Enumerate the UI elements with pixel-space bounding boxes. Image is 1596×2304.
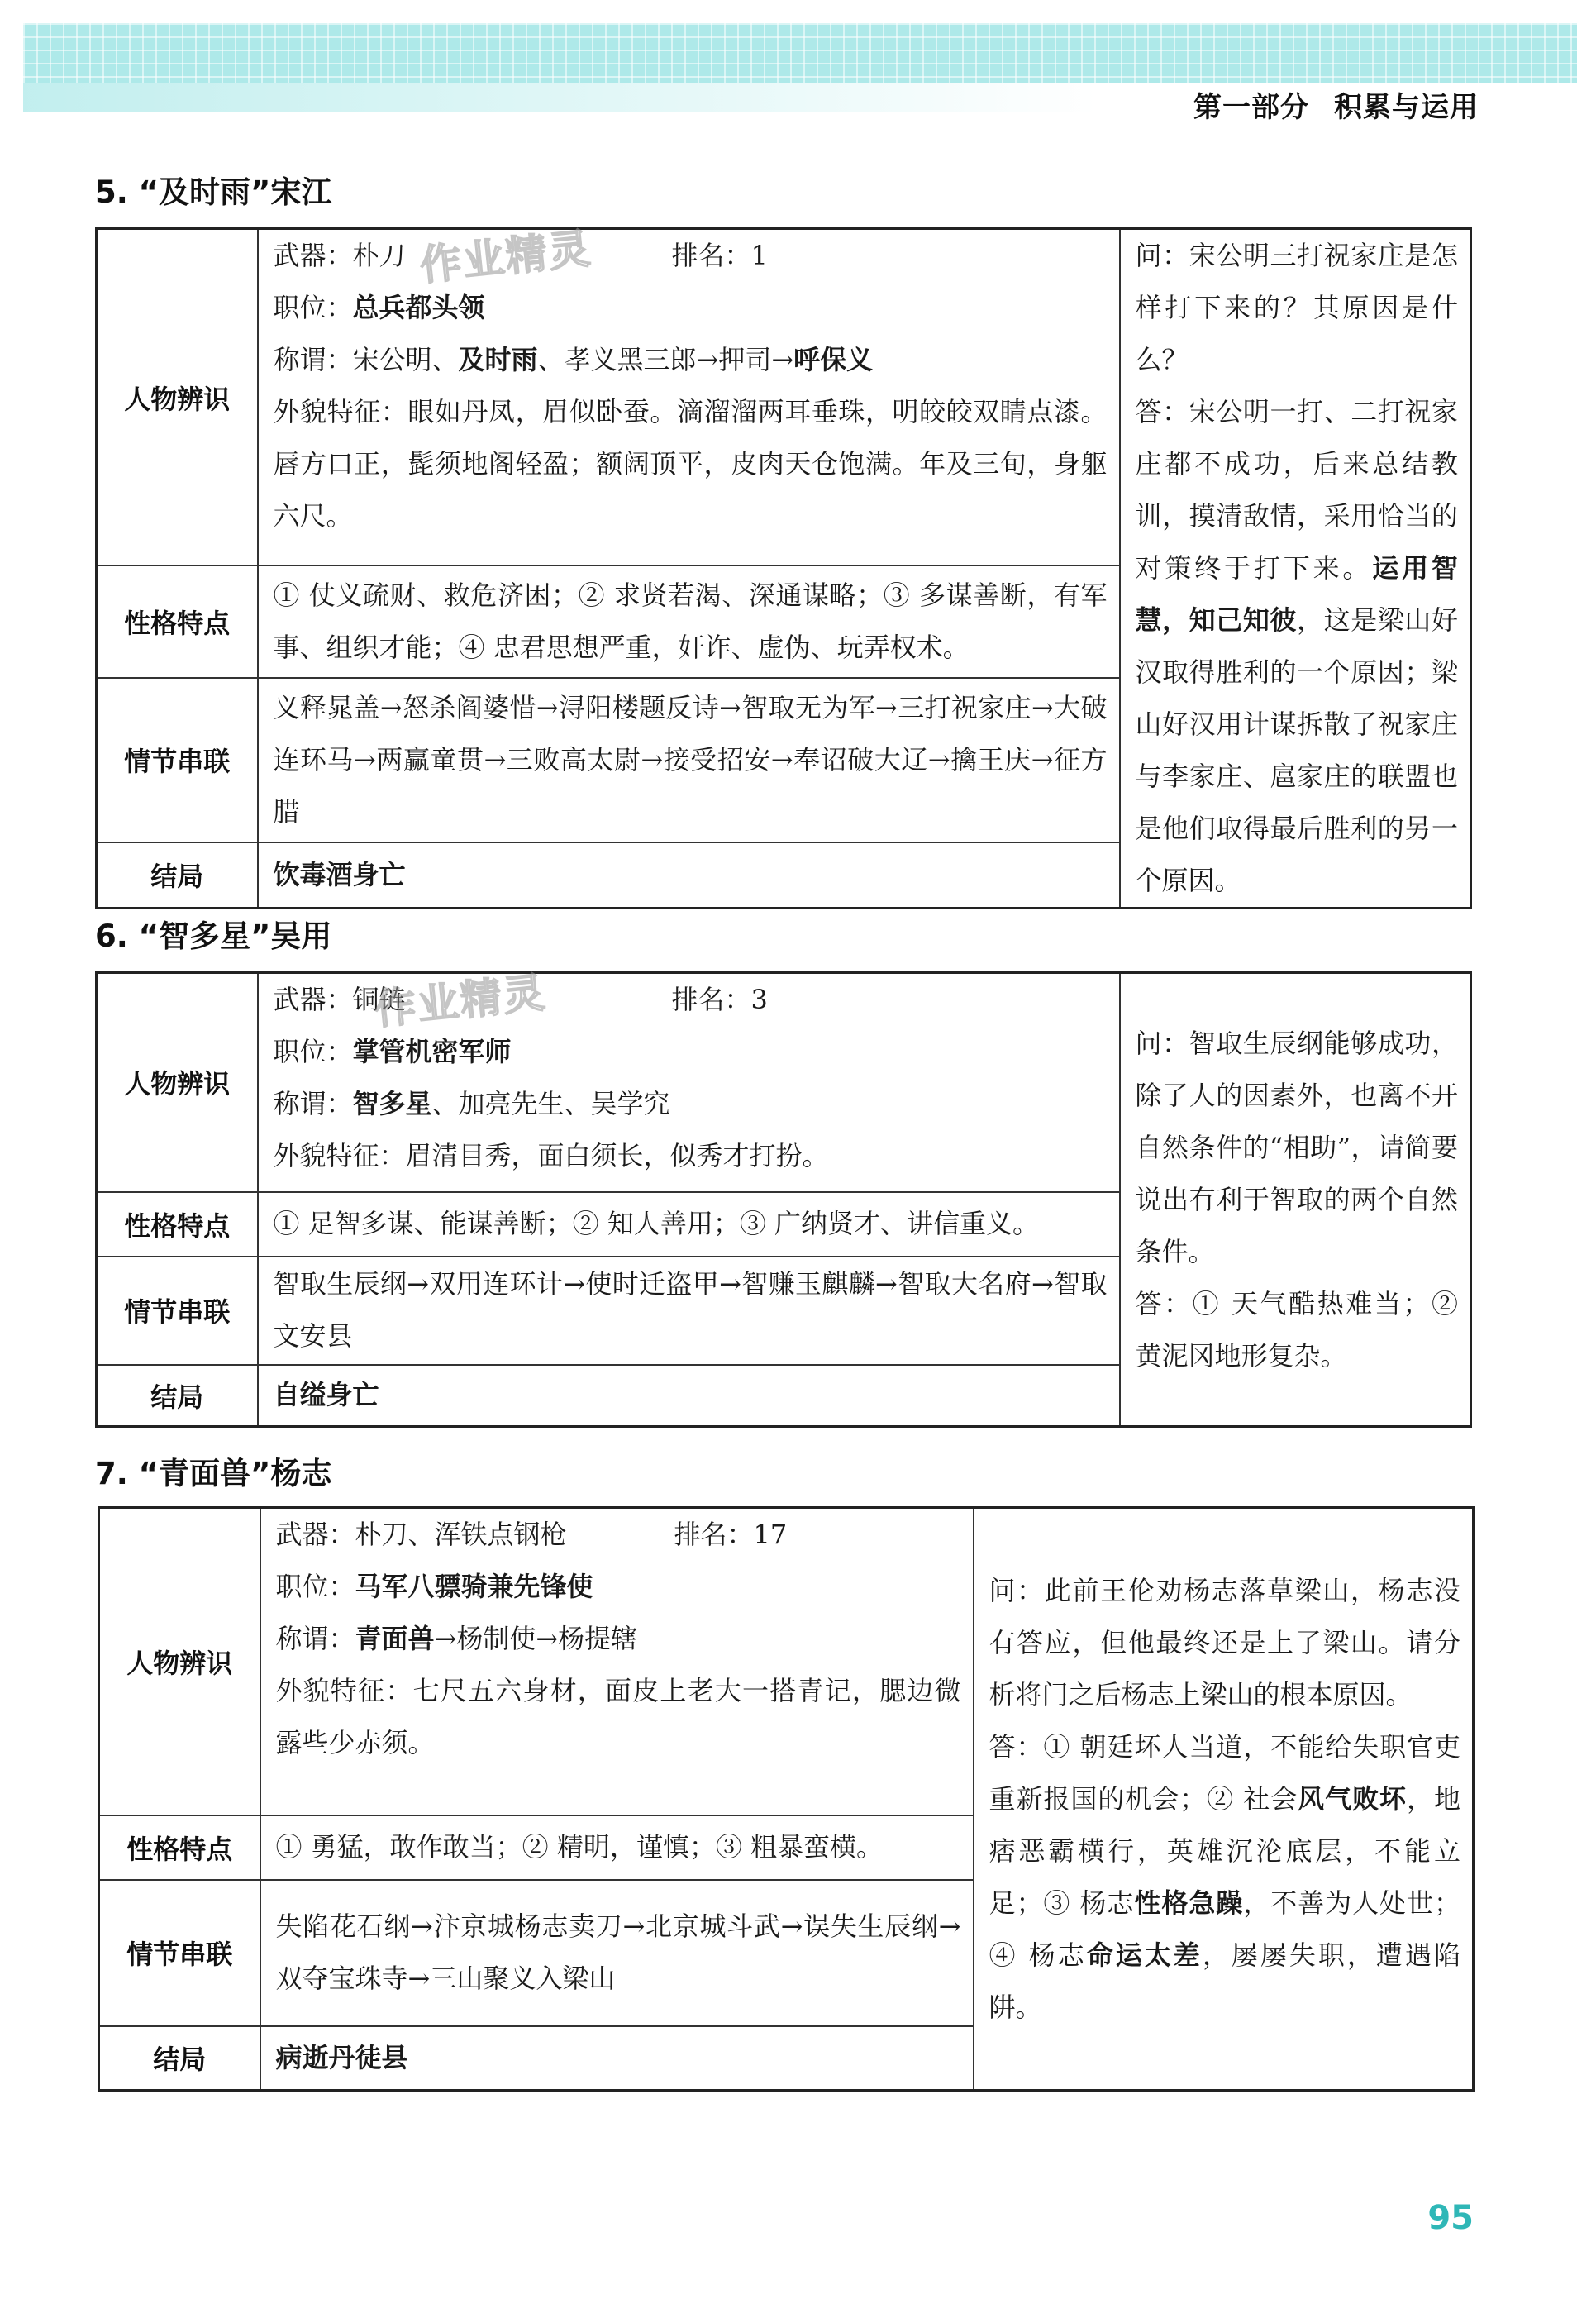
row-header-identity: 人物辨识 — [99, 1508, 260, 1815]
row-header-identity: 人物辨识 — [97, 229, 258, 566]
rank-text: 排名：17 — [674, 1519, 788, 1550]
answer-part-3: ，不善为人处世；④ 杨志 — [989, 1887, 1460, 1971]
weapon-text: 武器：朴刀、浑铁点钢枪 — [275, 1519, 567, 1550]
header-band — [23, 23, 1577, 83]
titles-key-2: 呼保义 — [793, 344, 874, 375]
question-text: 问：此前王伦劝杨志落草梁山，杨志没有答应，但他最终还是上了梁山。请分析将门之后杨志上梁山的根本原因。 — [989, 1574, 1460, 1710]
answer-part-4: ，屡屡失职，遭遇陷阱。 — [989, 1939, 1460, 2023]
answer-part-1: 答：宋公明一打、二打祝家庄都不成功，后来总结教训，摸清敌情，采用恰当的对策终于打下来。 — [1135, 396, 1458, 584]
titles-key-1: 智多星 — [352, 1088, 432, 1119]
section-title-yangzhi: 7. “青面兽”杨志 — [95, 1456, 332, 1491]
row-header-ending: 结局 — [97, 1365, 258, 1427]
header-band-fade — [23, 83, 1098, 112]
character-table-yangzhi — [98, 1506, 1475, 2092]
titles-key-1: 及时雨 — [458, 344, 538, 375]
question-text: 问：宋公明三打祝家庄是怎样打下来的？其原因是什么？ — [1135, 240, 1458, 375]
identity-cell — [258, 968, 1120, 1192]
answer-text — [1136, 386, 1459, 907]
question-text: 问：智取生辰纲能够成功，除了人的因素外，也离不开自然条件的“相助”，请简要说出有利于智取的两个自然条件。 — [1135, 1027, 1458, 1267]
titles-label: 称谓： — [273, 1088, 353, 1119]
page-header — [1193, 84, 1479, 125]
position-label: 职位： — [275, 1571, 355, 1602]
appearance-text: 外貌特征：眉清目秀，面白须长，似秀才打扮。 — [273, 1140, 829, 1171]
section-title-wuyong: 6. “智多星”吴用 — [95, 918, 332, 954]
page-number: 95 — [1427, 2199, 1474, 2237]
character-table-songjiang — [95, 224, 1472, 909]
ending-text: 自缢身亡 — [258, 1365, 1120, 1427]
watermark: 作业精灵 — [371, 968, 548, 1034]
identity-cell — [258, 224, 1120, 566]
ending-text: 病逝丹徒县 — [260, 2026, 974, 2091]
personality-text: ① 仗义疏财、救危济困；② 求贤若渴、深通谋略；③ 多谋善断，有军事、组织才能；④ 忠君思想严重，奸诈、虚伪、玩弄权术。 — [258, 565, 1120, 678]
question-answer-cell — [1120, 973, 1471, 1427]
titles-label: 称谓： — [275, 1623, 355, 1654]
character-table-wuyong — [95, 968, 1472, 1428]
answer-part-1: 答：① 朝廷坏人当道，不能给失职官吏重新报国的机会；② 社会 — [989, 1730, 1460, 1815]
answer-part-2: ，地痞恶霸横行，英雄沉沦底层，不能立足；③ 杨志 — [989, 1782, 1460, 1919]
appearance-text: 外貌特征：眼如丹凤，眉似卧蚕。滴溜溜两耳垂珠，明皎皎双睛点漆。唇方口正，髭须地阁轻盈；额阔顶平，皮肉天仓饱满。年及三旬，身躯六尺。 — [273, 396, 1108, 532]
plot-text: 失陷花石纲→汴京城杨志卖刀→北京城斗武→误失生辰纲→双夺宝珠寺→三山聚义入梁山 — [260, 1880, 974, 2026]
answer-part-2: ，这是梁山好汉取得胜利的一个原因；梁山好汉用计谋拆散了祝家庄与李家庄、扈家庄的联盟也是他们取得最后胜利的另一个原因。 — [1135, 604, 1458, 896]
position-text: 掌管机密军师 — [352, 1036, 512, 1067]
position-text: 马军八骠骑兼先锋使 — [355, 1571, 593, 1602]
header-section-label: 积累与运用 — [1334, 91, 1479, 124]
answer-text: 答：① 天气酷热难当；② 黄泥冈地形复杂。 — [1135, 1287, 1458, 1371]
position-label: 职位： — [273, 1036, 353, 1067]
rank-text: 排名：3 — [671, 984, 768, 1015]
plot-text: 义释晁盖→怒杀阎婆惜→浔阳楼题反诗→智取无为军→三打祝家庄→大破连环马→两赢童贯→三败高太尉→接受招安→奉诏破大辽→擒王庆→征方腊 — [258, 678, 1120, 842]
question-answer-cell — [1120, 229, 1471, 909]
row-header-ending: 结局 — [99, 2026, 260, 2091]
row-header-plot: 情节串联 — [97, 1257, 258, 1365]
weapon-text: 武器：朴刀 — [273, 240, 406, 271]
row-header-identity: 人物辨识 — [97, 973, 258, 1192]
titles-mid: 、孝义黑三郎→押司→ — [537, 344, 794, 375]
identity-cell — [260, 1508, 974, 1815]
position-label: 职位： — [273, 292, 353, 323]
section-title-songjiang: 5. “及时雨”宋江 — [95, 174, 332, 210]
titles-mid: 、加亮先生、吴学究 — [431, 1088, 670, 1119]
weapon-text: 武器：铜链 — [273, 984, 406, 1015]
titles-mid: →杨制使→杨提辖 — [434, 1623, 638, 1654]
watermark: 作业精灵 — [417, 224, 593, 290]
answer-key: 运用智慧，知己知彼 — [1135, 552, 1458, 636]
titles-label: 称谓：宋公明、 — [273, 344, 459, 375]
row-header-personality: 性格特点 — [97, 1192, 258, 1257]
header-part-label: 第一部分 — [1193, 91, 1309, 124]
position-text: 总兵都头领 — [352, 292, 485, 323]
answer-key-1: 风气败坏 — [1298, 1782, 1408, 1815]
row-header-plot: 情节串联 — [97, 678, 258, 842]
personality-text: ① 勇猛，敢作敢当；② 精明，谨慎；③ 粗暴蛮横。 — [260, 1815, 974, 1880]
personality-text: ① 足智多谋、能谋善断；② 知人善用；③ 广纳贤才、讲信重义。 — [258, 1192, 1120, 1257]
titles-key-1: 青面兽 — [355, 1623, 435, 1654]
plot-text: 智取生辰纲→双用连环计→使时迁盗甲→智赚玉麒麟→智取大名府→智取文安县 — [258, 1257, 1120, 1365]
row-header-personality: 性格特点 — [99, 1815, 260, 1880]
row-header-ending: 结局 — [97, 842, 258, 909]
answer-text — [989, 1721, 1461, 2034]
row-header-plot: 情节串联 — [99, 1880, 260, 2026]
rank-text: 排名：1 — [671, 240, 768, 271]
row-header-personality: 性格特点 — [97, 565, 258, 678]
ending-text: 饮毒酒身亡 — [258, 842, 1120, 909]
answer-key-2: 性格急躁 — [1134, 1887, 1244, 1919]
answer-key-3: 命运太差 — [1086, 1939, 1203, 1971]
question-answer-cell — [974, 1508, 1474, 2091]
appearance-text: 外貌特征：七尺五六身材，面皮上老大一搭青记，腮边微露些少赤须。 — [275, 1675, 961, 1758]
